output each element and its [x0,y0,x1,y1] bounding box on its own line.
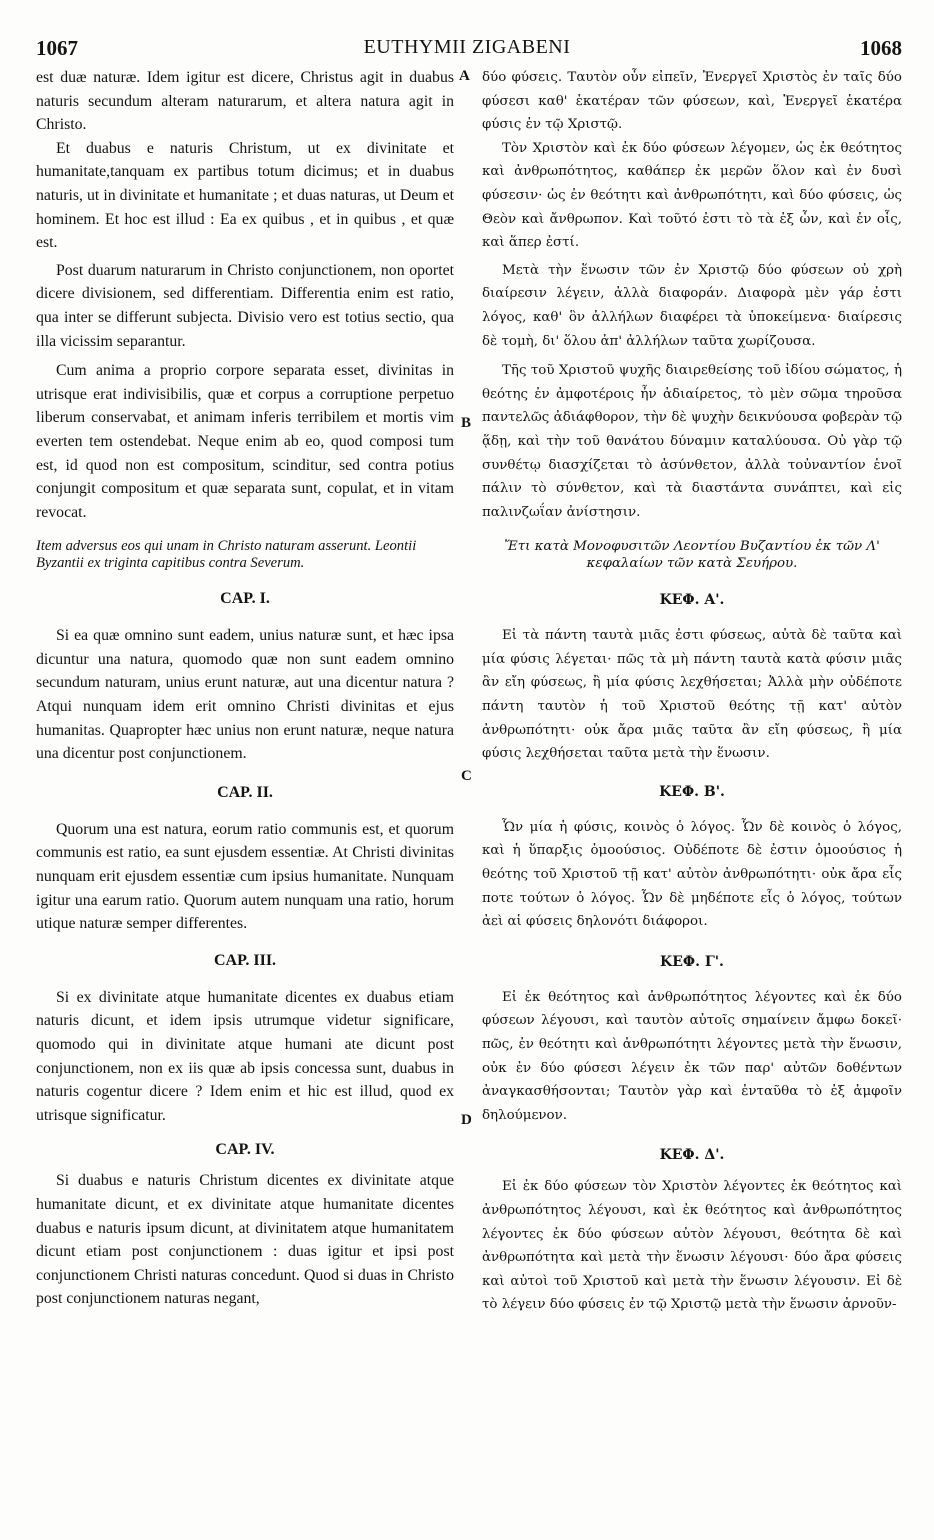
page-number-right: 1068 [860,36,902,60]
greek-paragraph-1: δύο φύσεις. Ταυτὸν οὖν εἰπεῖν, Ἐνεργεῖ Χριστὸς ἐν ταῖς δύο φύσεσι καθ' ἑκατέραν τῶν φύσεων, καὶ, Ἐνεργεῖ ἑκατέρα φύσις ἐν τῷ Χριστῷ. [482,70,902,133]
page-number-left: 1067 [36,36,78,60]
greek-paragraph-2: Τὸν Χριστὸν καὶ ἐκ δύο φύσεων λέγομεν, ὡς ἐκ θεότητος καὶ ἀνθρωπότητος, καθάπερ ἐκ μερῶν ὅλον καὶ ἐν δυσὶ φύσεσιν· ὡς ἐν θεότητι καὶ ἀνθρωπότητι, καὶ δύο φύσεις, ὡς Θεὸν καὶ ἄνθρωπον. Καὶ τοῦτό ἐστι τὸ τὰ ἐξ ὧν, καὶ ἐν οἷς, καὶ ἅπερ ἐστί. [482,140,902,251]
greek-cap-4-text: Εἰ ἐκ δύο φύσεων τὸν Χριστὸν λέγοντες ἐκ θεότητος καὶ ἀνθρωπότητος λέγουσι, καὶ ἐκ θεότητος καὶ ἀνθρωπότητος λέγοντες ἐκ δύο φύσεων αὐτὸν λέγουσι, θεότητα δὲ καὶ ἀνθρωπότητα καὶ μετὰ τὴν ἕνωσιν λέγουσι· δύο ἄρα φύσεις καὶ αὐτοὶ τοῦ Χριστοῦ καὶ μετὰ τὴν ἕνωσιν λέγουσιν. Εἰ δὲ τὸ λέγειν δύο φύσεις ἐν τῷ Χριστῷ μετὰ τὴν ἕνωσιν ἀρνοῦν- [482,1179,902,1313]
latin-paragraph-1: est duæ naturæ. Idem igitur est dicere, Christus agit in duabus naturis secundum alteram naturarum, et altera natura agit in Christo. [36,69,454,134]
running-header [0,36,934,66]
margin-letter-c: C [461,768,472,784]
latin-cap-1-title: CAP. I. [220,590,270,608]
greek-cap-3-text: Εἰ ἐκ θεότητος καὶ ἀνθρωπότητος λέγοντες καὶ ἐκ δύο φύσεων λέγουσι, καὶ ταυτὸν αὐτοῖς σημαίνειν ἄμφω δοκεῖ· πῶς, ἐν θεότητι καὶ ἀνθρωπότητι λέγοντες μετὰ τὴν ἕνωσιν, οὐκ ἐν δύο φύσεσι λέγειν ἐκ τῶν παρ' αὐτῶν δοθέντων ἀναγκασθήσονται; Ταυτὸν γὰρ καὶ ἐνταῦθα τὸ ἐξ ἀμφοῖν δηλούμενον. [482,989,902,1123]
greek-paragraph-4: Τῆς τοῦ Χριστοῦ ψυχῆς διαιρεθείσης τοῦ ἰδίου σώματος, ἡ θεότης ἐν ἀμφοτέροις ἦν ἀδιαίρετος, τὸ μὲν σῶμα τηροῦσα παντελῶς ἀδιάφθορον, τὴν δὲ ψυχὴν δεικνύουσα φοβερὰν τῷ ᾅδῃ, καὶ τὴν τοῦ θανάτου δύναμιν καταλύουσα. Οὐ γὰρ τῷ συνθέτῳ διασχίζεται τὸ ἀσύνθετον, ἀλλὰ τοὐναντίον ἑνοῖ πάλιν τὸ σύνθετον, καὶ τὰ διαστάντα συνάπτει, καὶ εἰς παλινζωΐαν ἀνίστησιν. [482,363,902,520]
greek-section-heading: Ἔτι κατὰ Μονοφυσιτῶν Λεοντίου Βυζαντίου ἐκ τῶν Λ' κεφαλαίων τῶν κατὰ Σευήρου. [504,539,880,572]
latin-paragraph-2: Et duabus e naturis Christum, ut ex divinitate et humanitate,tanquam ex partibus totum dicimus; et in duabus naturis, ut in divinitate et humanitate ; et duas naturas, ut Deum et hominem. Et hoc est illud : Ea ex quibus , et in quibus , et quæ est. [36,139,454,252]
greek-cap-1-title: ΚΕΦ. Α'. [659,592,725,609]
margin-letter-b: B [461,415,472,431]
latin-paragraph-3: Post duarum naturarum in Christo conjunctionem, non oportet dicere divisionem, sed differentiam. Differentia enim est ratio, qua inter se differunt subjecta. Divisio vero est totius sectio, qua illa vicissim separantur. [36,261,454,350]
latin-section-heading: Item adversus eos qui unam in Christo naturam asserunt. Leontii Byzantii ex triginta capitibus contra Severum. [36,538,417,572]
latin-cap-4-title: CAP. IV. [215,1141,275,1159]
latin-column [36,66,454,1311]
latin-cap-4-text: Si duabus e naturis Christum dicentes ex divinitate atque humanitate dicunt, et ex divinitate atque humanitate dicentes duabus e naturis ipsum dicunt, at divinitatem atque humanitatem dicunt etiam post conjunctionem : duas igitur et ipsi post conjunctionem Christi naturas concedunt. Quod si duas in Christo post conjunctionem naturas negant, [36,1172,454,1308]
latin-cap-2-title: CAP. II. [217,783,273,801]
greek-cap-4-title: ΚΕΦ. Δ'. [659,1147,725,1164]
latin-cap-3-title: CAP. III. [213,951,277,969]
greek-column [482,66,902,1317]
greek-cap-1-text: Εἰ τὰ πάντη ταυτὰ μιᾶς ἐστι φύσεως, αὐτὰ δὲ ταῦτα καὶ μία φύσις λέγεται· πῶς τὰ μὴ πάντη ταυτὰ κατὰ φύσιν μιᾶς ἂν εἴη φύσεως, ἢ μία φύσις λεχθήσεται; Ἀλλὰ μὴν οὐδέποτε πάντη ταυτὸν ἡ τοῦ Χριστοῦ θεότης τῇ κατ' αὐτὸν ἀνθρωπότητι· οὐκ ἄρα μιᾶς ταῦτα ἂν εἴη φύσεως, ἢ μία φύσις λεχθήσεται ταῦτα μετὰ τὴν ἕνωσιν. [482,628,902,762]
greek-cap-2-text: Ὧν μία ἡ φύσις, κοινὸς ὁ λόγος. Ὧν δὲ κοινὸς ὁ λόγος, καὶ ἡ ὕπαρξις ὁμοούσιος. Οὐδέποτε δὲ ἐστιν ὁμοούσιος ἡ θεότης τοῦ Χριστοῦ τῇ κατ' αὐτὸν ἀνθρωπότητι· οὐκ ἄρα εἷς ποτε τούτων ὁ λόγος. Ὧν δὲ μηδέποτε εἷς ὁ λόγος, τούτων ἀεὶ αἱ φύσεις δηλονότι διάφοροι. [482,819,902,930]
greek-paragraph-3: Μετὰ τὴν ἕνωσιν τῶν ἐν Χριστῷ δύο φύσεων οὐ χρὴ διαίρεσιν λέγειν, ἀλλὰ διαφοράν. Διαφορὰ μὲν γάρ ἐστι λόγος, καθ' ὃν ἀλλήλων διαφέρει τὰ ὑποκείμενα· διαίρεσις δὲ τομὴ, δι' ὅλου ἀπ' ἀλλήλων ταῦτα χωρίζουσα. [482,262,902,349]
running-title: EUTHYMII ZIGABENI [363,36,571,58]
greek-cap-3-title: ΚΕΦ. Γ'. [660,953,724,970]
latin-cap-2-text: Quorum una est natura, eorum ratio communis est, et quorum communis est ratio, ea sunt ejusdem essentiæ. At Christi divinitas nunquam erit ejusdem essentiæ cum ipsius humanitate. Nunquam igitur una earum ratio. Quorum autem nunquam una ratio, horum utique naturæ semper differentes. [36,820,454,933]
margin-letter-a: A [459,68,470,84]
latin-cap-1-text: Si ea quæ omnino sunt eadem, unius naturæ sunt, et hæc ipsa dicuntur una natura, quomodo quæ non sunt eadem omnino secundum naturam, unius erunt naturæ, aut una dicentur natura ? Atqui nunquam idem erit omnino Christi divinitas et ejus humanitas. Quapropter hæc unius non erunt naturæ, neque natura una dicentur post conjunctionem. [36,627,454,763]
margin-letter-d: D [461,1112,472,1128]
greek-cap-2-title: ΚΕΦ. Β'. [659,783,725,800]
latin-cap-3-text: Si ex divinitate atque humanitate dicentes ex duabus etiam naturis dicunt, et idem ipsis utrumque videtur significare, quomodo qui in divinitate atque humani ate dicunt post conjunctionem, non ex iis quæ ab ipsis concessa sunt, duabus in naturis cogentur dicere ? Idem enim et hic est illud, quod ex utrisque significatur. [36,988,454,1124]
latin-paragraph-4: Cum anima a proprio corpore separata esset, divinitas in utrisque erat indivisibilis, quæ et corpus a corruptione perpetuo liberum conservabat, et animam inferis terribilem et mortis vim everten tem ostendebat. Neque enim ab eo, quod composi tum est, id quod non est compositum, scinditur, sed contra potius conjungit compositum et quæ separata sunt, copulat, et in vitam revocat. [36,362,454,521]
